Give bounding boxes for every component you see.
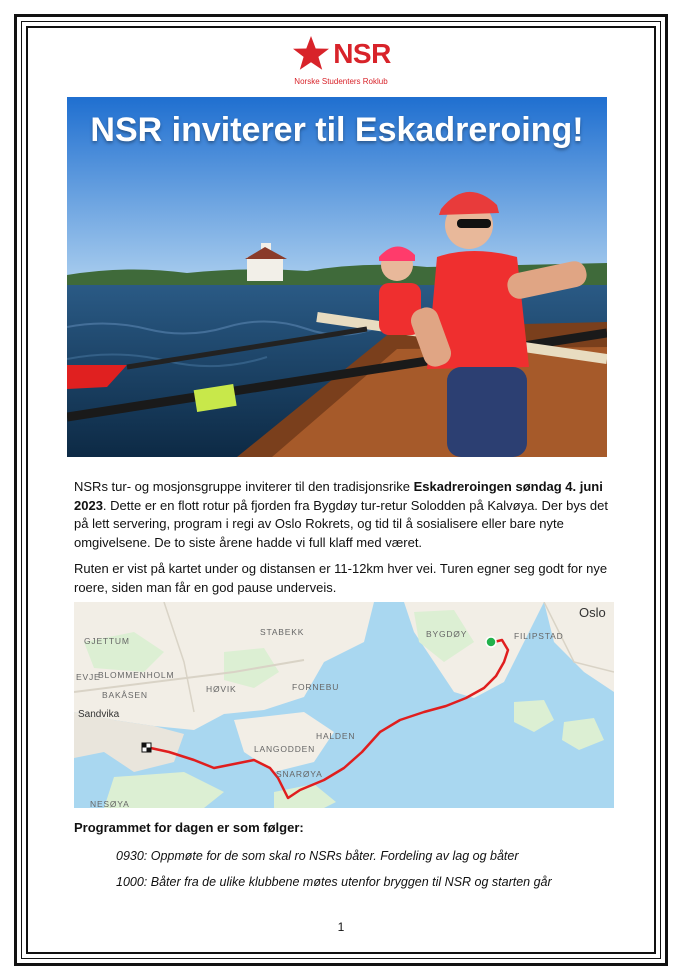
intro-text-end: . Dette er en flott rotur på fjorden fra Bygdøy tur-retur Solodden på Kalvøya. Der bys det på lett servering, program i regi av Oslo Rokrets, og tid til å sosialisere eller bare nyte omgivelsene. De to siste årene hadde vi full klaff med været.	[74, 497, 608, 550]
map-label-snaroya: SNARØYA	[276, 769, 323, 779]
program-heading: Programmet for dagen er som følger:	[74, 820, 304, 835]
map-label-oslo: Oslo	[579, 605, 606, 620]
hero-title: NSR inviterer til Eskadreroing!	[90, 111, 584, 149]
route-map-illustration	[74, 602, 614, 808]
logo-subtitle: Norske Studenters Roklub	[294, 77, 388, 86]
start-marker-icon	[486, 637, 496, 647]
intro-paragraph	[74, 478, 614, 552]
intro-text-start: NSRs tur- og mosjonsgruppe inviterer til den tradisjonsrike	[74, 479, 414, 494]
page-number: 1	[337, 920, 345, 934]
map-label-langodden: LANGODDEN	[254, 744, 316, 754]
map-label-bygdoy: BYGDØY	[426, 629, 468, 639]
map-label-filipstad: FILIPSTAD	[514, 631, 564, 641]
route-paragraph: Ruten er vist på kartet under og distansen er 11-12km hver vei. Turen egner seg godt for nye roere, siden man får en god pause underveis.	[74, 561, 608, 595]
event-name-date: Eskadreroingen søndag 4. juni 2023	[74, 479, 603, 513]
program-item: 0930: Oppmøte for de som skal ro NSRs båter. Fordeling av lag og båter	[116, 849, 519, 863]
red-star-icon	[291, 34, 331, 74]
map-label-evje: EVJE	[76, 672, 101, 682]
logo-text: NSR	[333, 38, 391, 69]
nsr-logo	[0, 34, 682, 86]
program-item: 1000: Båter fra de ulike klubbene møtes utenfor bryggen til NSR og starten går	[116, 875, 552, 889]
map-label-blommenholm: BLOMMENHOLM	[98, 670, 175, 680]
map-label-nesoya: NESØYA	[90, 799, 130, 808]
map-label-fornebu: FORNEBU	[292, 682, 340, 692]
map-label-gjettum: GJETTUM	[84, 636, 130, 646]
map-label-hovik: HØVIK	[206, 684, 237, 694]
map-label-stabekk: STABEKK	[260, 627, 305, 637]
map-label-bekkasen: BAKÅSEN	[102, 690, 148, 700]
rowing-photo-illustration	[67, 97, 607, 457]
hero-photo	[67, 97, 607, 457]
route-map	[74, 602, 614, 808]
map-label-sandvika: Sandvika	[78, 709, 120, 720]
map-label-halden: HALDEN	[316, 731, 356, 741]
